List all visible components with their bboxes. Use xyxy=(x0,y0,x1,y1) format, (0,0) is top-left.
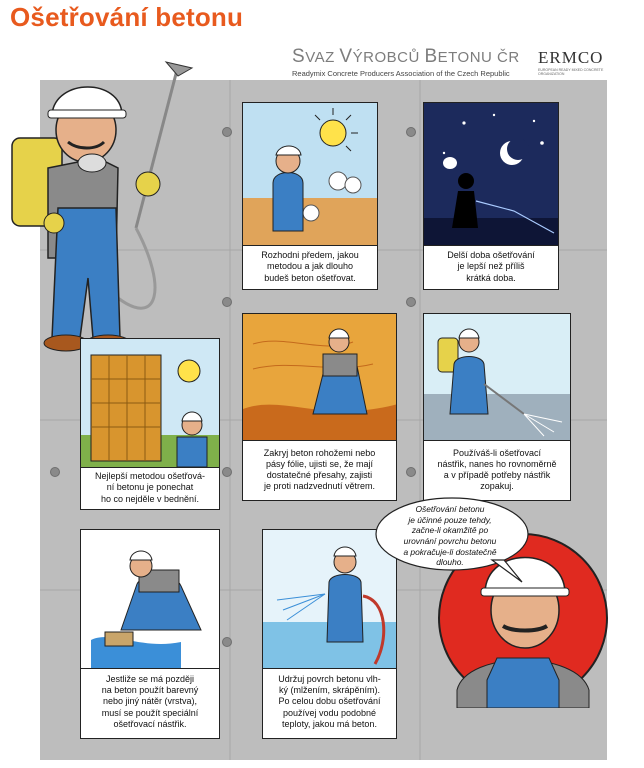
panel-plan-caption: Rozhodni předem, jakou metodou a jak dlouho budeš beton ošetřovat. xyxy=(261,250,359,283)
worker-sprayer-illustration xyxy=(8,58,208,378)
panel-spray-image xyxy=(424,314,570,441)
wall-bolt xyxy=(406,467,416,477)
panel-paint xyxy=(80,529,220,739)
panel-formwork-image xyxy=(81,339,219,468)
panel-water-caption: Udržuj povrch betonu vlh- ký (mlžením, skrápěním). Po celou dobu ošetřování používej vodu podobné teploty, jakou má beton. xyxy=(278,673,381,729)
panel-spray xyxy=(423,313,571,501)
wall-bolt xyxy=(222,297,232,307)
panel-formwork xyxy=(80,338,220,510)
wall-bolt xyxy=(222,127,232,137)
wall-bolt xyxy=(222,467,232,477)
foil-scene xyxy=(243,314,396,440)
spray-scene xyxy=(424,314,570,440)
panel-foil xyxy=(242,313,397,501)
speech-bubble-text: Ošetřování betonu je účinné pouze tehdy, začne-li okamžitě po urovnání povrchu betonu a pokračuje-li dostatečně dlouho. xyxy=(403,504,497,568)
formwork-scene xyxy=(81,339,219,467)
association-subtitle: Readymix Concrete Producers Association of the Czech Republic xyxy=(292,69,510,78)
panel-plan xyxy=(242,102,378,290)
ermco-name: ERMCO xyxy=(538,48,604,67)
wall-bolt xyxy=(406,127,416,137)
ermco-logo xyxy=(538,48,610,76)
panel-night xyxy=(423,102,559,290)
plan-scene xyxy=(243,103,377,245)
wall-bolt xyxy=(406,297,416,307)
panel-plan-image xyxy=(243,103,377,246)
panel-foil-image xyxy=(243,314,396,441)
panel-paint-image xyxy=(81,530,219,669)
panel-spray-caption: Používáš-li ošetřovací nástřik, nanes ho rovnoměrně a v případě potřeby nástřik zopakuj. xyxy=(437,447,557,492)
association-logo xyxy=(292,46,542,78)
page-title: Ošetřování betonu xyxy=(10,2,244,32)
panel-night-image xyxy=(424,103,558,246)
wall-bolt xyxy=(50,467,60,477)
wall-bolt xyxy=(222,637,232,647)
night-scene xyxy=(424,103,558,245)
ermco-tagline: EUROPEAN READY MIXED CONCRETE ORGANIZATION xyxy=(538,68,604,76)
paint-scene xyxy=(81,530,219,668)
panel-formwork-caption: Nejlepší metodou ošetřová- ní betonu je ponechat ho co nejděle v bednění. xyxy=(94,471,206,504)
panel-paint-caption: Jestliže se má později na beton použít barevný nebo jiný nátěr (vrstva), musí se použít speciální ošetřovací nástřik. xyxy=(101,673,199,729)
panel-night-caption: Delší doba ošetřování je lepší než příliš krátká doba. xyxy=(447,250,535,283)
panel-foil-caption: Zakryj beton rohožemi nebo pásy fólie, ujisti se, že mají dostatečné přesahy, zajisti je proti nadzvednutí větrem. xyxy=(263,447,376,492)
association-name: SVAZ VÝROBCŮ BETONU ČR xyxy=(292,46,520,67)
